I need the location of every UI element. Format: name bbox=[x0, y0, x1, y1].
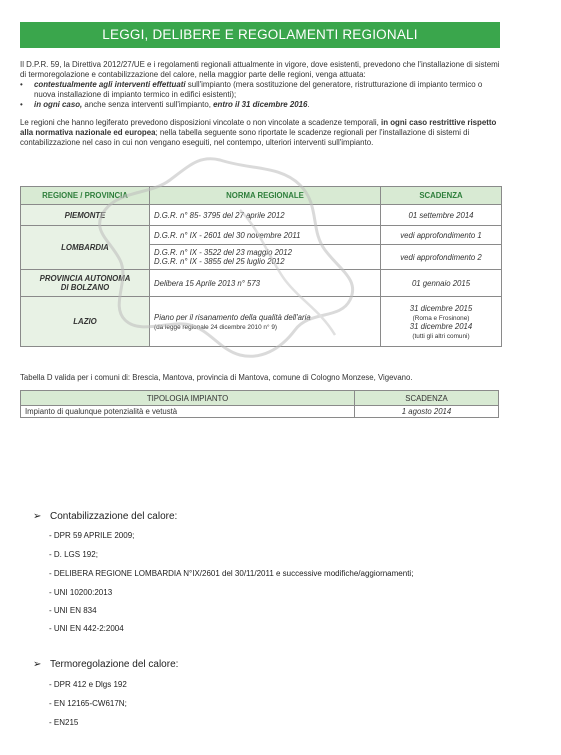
table-header-row bbox=[21, 391, 499, 406]
deadline-cell: 01 gennaio 2015 bbox=[381, 270, 502, 297]
list-item: - DPR 412 e Dlgs 192 bbox=[49, 680, 127, 689]
deadline-cell[interactable]: vedi approfondimento 1 bbox=[381, 226, 502, 245]
regions-text-bold: in ogni caso restrittive rispetto alla normativa nazionale ed europea bbox=[20, 118, 497, 137]
bullet-2-deadline: entro il 31 dicembre 2016 bbox=[213, 100, 308, 109]
italy-map-watermark bbox=[70, 150, 370, 370]
list-item: - EN215 bbox=[49, 718, 79, 727]
norm-cell: Delibera 15 Aprile 2013 n° 573 bbox=[150, 270, 381, 297]
region-line: PROVINCIA AUTONOMA bbox=[39, 274, 131, 283]
norm-cell: D.G.R. n° IX - 2601 del 30 novembre 2011 bbox=[150, 226, 381, 245]
header-plant-type: TIPOLOGIA IMPIANTO bbox=[21, 391, 355, 406]
regions-paragraph bbox=[20, 118, 505, 148]
arrow-bullet-icon: ➢ bbox=[33, 511, 42, 522]
section-title: Termoregolazione del calore: bbox=[50, 659, 179, 670]
norm-cell: D.G.R. n° 85- 3795 del 27 aprile 2012 bbox=[150, 205, 381, 226]
region-line: DI BOLZANO bbox=[60, 283, 110, 292]
header-region: REGIONE / PROVINCIA bbox=[21, 187, 150, 205]
plant-type-table bbox=[20, 390, 499, 418]
norm-line: Piano per il risanamento della qualità dell'aria bbox=[154, 312, 311, 322]
list-item: - UNI 10200:2013 bbox=[49, 588, 113, 597]
list-item: - DELIBERA REGIONE LOMBARDIA N°IX/2601 del 30/11/2011 e successive modifiche/aggiornamenti; bbox=[49, 569, 414, 578]
bullet-2-text: anche senza interventi sull'impianto, bbox=[82, 100, 214, 109]
list-item: - EN 12165-CW617N; bbox=[49, 699, 127, 708]
section-heading bbox=[33, 511, 177, 522]
table-row bbox=[21, 406, 499, 418]
deadline-note: (tutti gli altri comuni) bbox=[412, 332, 470, 340]
regions-text-c: ; nella tabella seguente sono riportate le scadenze regionali per l'installazione di sistemi di contabilizzazione nel caso in cui non vengano eseguiti, nel contempo, ulteriori interventi sull'impianto. bbox=[20, 128, 470, 147]
regions-text-a: Le regioni che hanno legiferato prevedono disposizioni vincolate o non vincolate a scadenze temporali, bbox=[20, 118, 382, 127]
bullet-1-emphasis: contestualmente agli interventi effettuati bbox=[34, 80, 186, 89]
list-item: - UNI EN 834 bbox=[49, 606, 97, 615]
bullet-1-text: sull'impianto (mera sostituzione del generatore, ristrutturazione di impianto termico o nuova installazione di impianto termico in edifici esistenti); bbox=[34, 80, 483, 99]
list-item: - DPR 59 APRILE 2009; bbox=[49, 531, 135, 540]
region-cell: LAZIO bbox=[21, 297, 150, 347]
deadline-cell[interactable]: vedi approfondimento 2 bbox=[381, 245, 502, 270]
deadline-line: 31 dicembre 2014 bbox=[409, 321, 473, 331]
bullet-2-period: . bbox=[307, 100, 310, 109]
table-caption: Tabella D valida per i comuni di: Brescia, Mantova, provincia di Mantova, comune di Cologno Monzese, Vigevano. bbox=[20, 373, 413, 382]
header-deadline: SCADENZA bbox=[381, 187, 502, 205]
arrow-bullet-icon: ➢ bbox=[33, 659, 42, 670]
region-cell: PIEMONTE bbox=[21, 205, 150, 226]
section-heading bbox=[33, 659, 178, 670]
norm-line: D.G.R. n° IX - 3855 del 25 luglio 2012 bbox=[154, 257, 285, 266]
region-cell: LOMBARDIA bbox=[21, 226, 150, 270]
norm-line: D.G.R. n° IX - 3522 del 23 maggio 2012 bbox=[154, 248, 292, 257]
header-deadline: SCADENZA bbox=[355, 391, 499, 406]
section-title: Contabilizzazione del calore: bbox=[50, 511, 178, 522]
list-item: - UNI EN 442-2:2004 bbox=[49, 624, 124, 633]
intro-text bbox=[20, 60, 505, 148]
bullet-2-emphasis: in ogni caso, bbox=[34, 100, 83, 109]
section-banner: LEGGI, DELIBERE E REGOLAMENTI REGIONALI bbox=[20, 22, 500, 48]
deadline-cell bbox=[381, 297, 502, 347]
deadline-line: 31 dicembre 2015 bbox=[409, 303, 473, 313]
deadline-cell: 01 settembre 2014 bbox=[381, 205, 502, 226]
deadline-cell: 1 agosto 2014 bbox=[355, 406, 499, 418]
intro-bullet-2: • in ogni caso, anche senza interventi sull'impianto, entro il 31 dicembre 2016. bbox=[20, 100, 310, 109]
plant-type-cell: Impianto di qualunque potenzialità e vetustà bbox=[21, 406, 355, 418]
header-norm: NORMA REGIONALE bbox=[150, 187, 381, 205]
intro-bullet-1: • contestualmente agli interventi effettuati sull'impianto (mera sostituzione del generatore, ristrutturazione di impianto termico o nuova installazione di impianto termico in edifici esistenti); bbox=[20, 80, 483, 99]
list-item: - D. LGS 192; bbox=[49, 550, 98, 559]
norm-note: (da legge regionale 24 dicembre 2010 n° 9) bbox=[154, 323, 277, 331]
deadline-note: (Roma e Frosinone) bbox=[412, 314, 470, 322]
intro-paragraph: Il D.P.R. 59, la Direttiva 2012/27/UE e i regolamenti regionali attualmente in vigore, dove esistenti, prevedono che l'installazione di sistemi di termoregolazione e contabilizzazione del calore, nella maggior parte delle regioni, venga attuata: bbox=[20, 60, 500, 79]
